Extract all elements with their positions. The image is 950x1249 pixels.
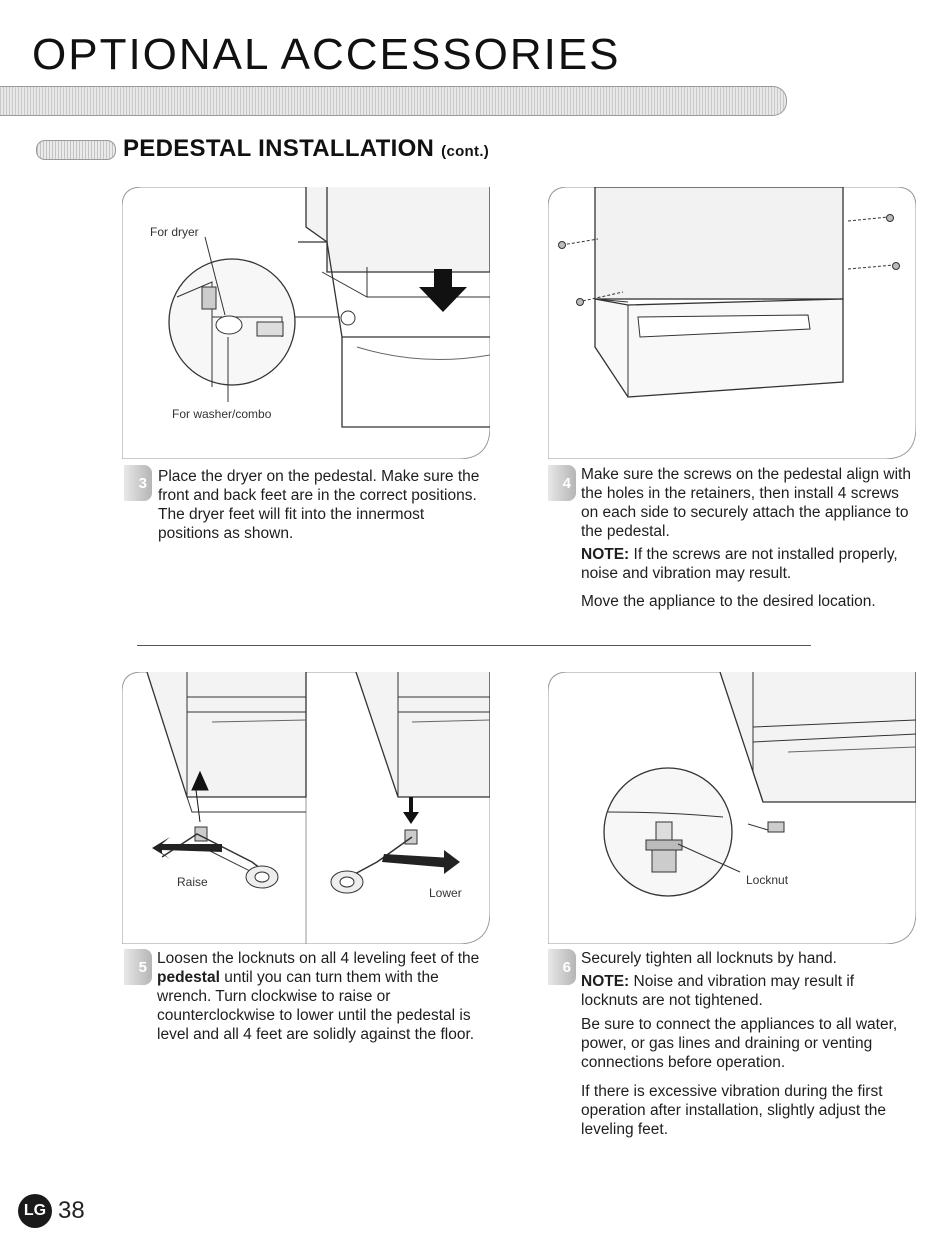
label-for-dryer: For dryer xyxy=(150,225,199,239)
section-title-text: PEDESTAL INSTALLATION xyxy=(123,135,435,162)
page-footer xyxy=(18,1194,85,1228)
step-5-text-start: Loosen the locknuts on all 4 leveling feet of the xyxy=(157,950,480,967)
step-number-badge: 6 xyxy=(548,949,576,985)
figure-step-3 xyxy=(122,187,490,459)
step-6-paragraph: Securely tighten all locknuts by hand. xyxy=(581,950,837,967)
step-number-badge: 5 xyxy=(124,949,152,985)
step-6-note xyxy=(581,972,891,1010)
page-title: OPTIONAL ACCESSORIES xyxy=(32,30,621,79)
step-4-note xyxy=(581,545,911,583)
step-number-badge: 3 xyxy=(124,465,152,501)
note-label: NOTE: xyxy=(581,973,630,990)
label-lower: Lower xyxy=(429,886,462,900)
section-title xyxy=(123,135,489,163)
note-text: Noise and vibration may result if locknuts are not tightened. xyxy=(581,973,855,1009)
note-label: NOTE: xyxy=(581,546,630,563)
step-3-paragraph: Place the dryer on the pedestal. Make sure the front and back feet are in the correct positions. The dryer feet will fit into the innermost positions as shown. xyxy=(158,468,480,542)
label-for-washer-combo: For washer/combo xyxy=(172,407,272,421)
label-raise: Raise xyxy=(177,875,208,889)
figure-step-6 xyxy=(548,672,916,944)
section-title-suffix: (cont.) xyxy=(441,143,490,160)
step-number-badge: 4 xyxy=(548,465,576,501)
note-text: If the screws are not installed properly, noise and vibration may result. xyxy=(581,546,898,582)
step-5-bold-word: pedestal xyxy=(157,969,220,986)
label-locknut: Locknut xyxy=(746,873,789,887)
figure-step-4 xyxy=(548,187,916,459)
step-4-after-note: Move the appliance to the desired location. xyxy=(581,593,876,610)
section-divider xyxy=(137,645,811,646)
step-4-paragraph: Make sure the screws on the pedestal align with the holes in the retainers, then install 4 screws on each side to securely attach the appliance to the pedestal. xyxy=(581,466,911,540)
lg-logo: LG xyxy=(18,1194,52,1228)
title-bar-decoration xyxy=(0,86,787,116)
figure-step-5 xyxy=(122,672,490,944)
page-number: 38 xyxy=(58,1197,85,1224)
step-6-vibration: If there is excessive vibration during the first operation after installation, slightly adjust the leveling feet. xyxy=(581,1083,887,1138)
step-6-connect: Be sure to connect the appliances to all water, power, or gas lines and draining or venting connections before operation. xyxy=(581,1016,898,1071)
step-5-text-end: until you can turn them with the wrench. Turn clockwise to raise or counterclockwise to lower until the pedestal is level and all 4 feet are solidly against the floor. xyxy=(157,969,475,1043)
step-5-paragraph xyxy=(157,949,483,1044)
section-pill-decoration xyxy=(36,140,116,160)
